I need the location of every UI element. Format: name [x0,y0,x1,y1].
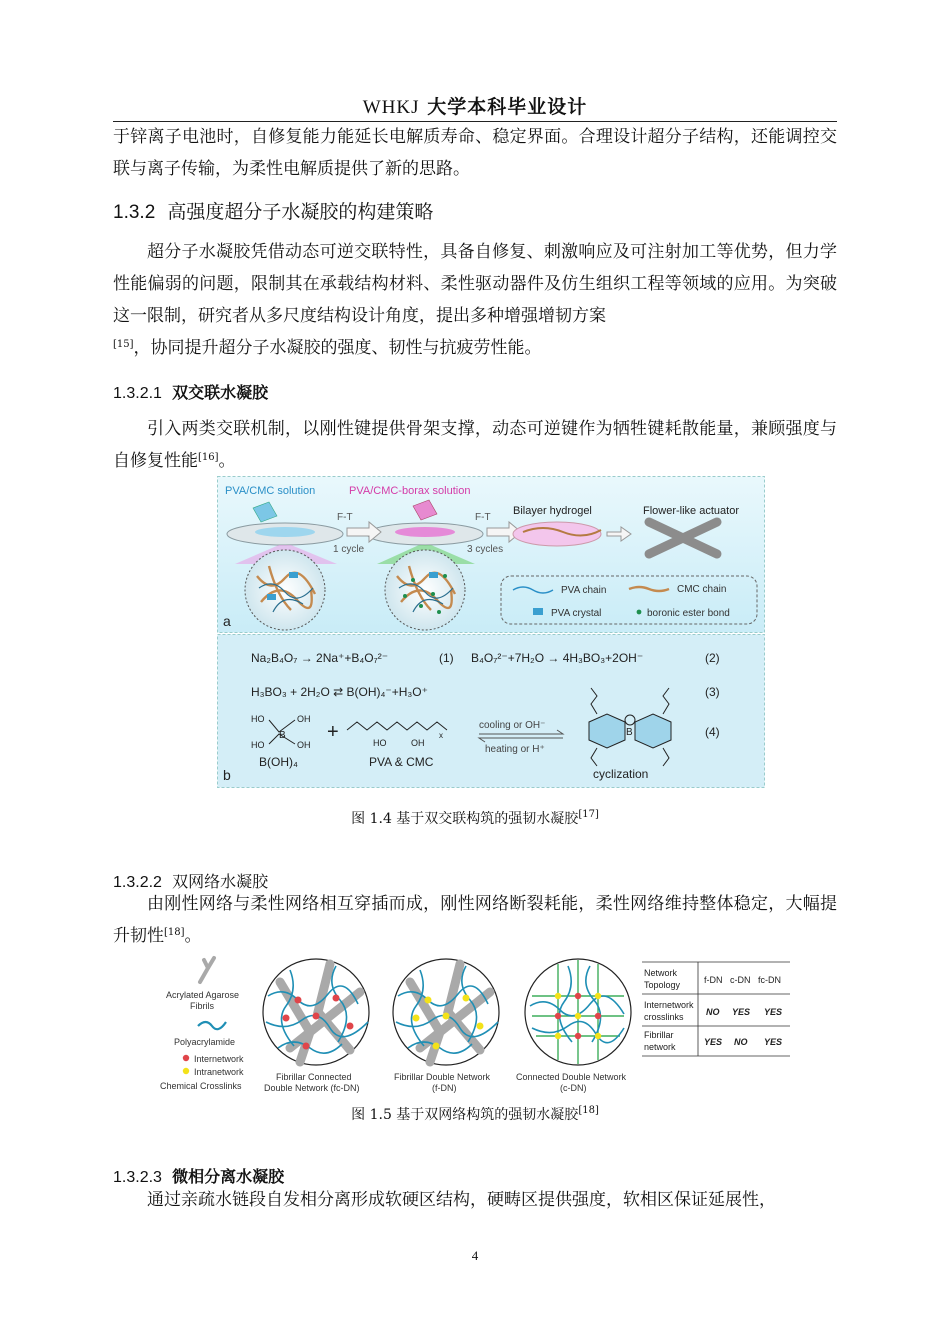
table-row-2-cdn: NO [734,1037,748,1047]
equation-4-number: (4) [705,725,720,739]
section-title: 微相分离水凝胶 [172,1167,285,1186]
pva-chain-label: PVA chain [561,585,607,596]
agarose-label-line-2: Fibrils [190,1001,214,1011]
ft-label-1: F-T [337,512,353,523]
panel-b-label: b [223,767,231,783]
ring-left [589,714,625,748]
table-row-2-label-2: network [644,1042,676,1052]
table-row-2-fdn: YES [704,1037,723,1047]
equation-2-number: (2) [705,651,720,665]
borate-boron: B [279,730,286,741]
network-f-dn-label-1: Fibrillar Double Network [394,1072,491,1082]
pva-crystal-1 [289,572,298,578]
section-number: 1.3.2 [113,202,156,223]
section-1-3-2-3-paragraph: 通过亲疏水链段自发相分离形成软硬区结构，硬畴区提供强度，软相区保证延展性， [147,1190,776,1210]
figure-1-4 [217,476,765,788]
intranetwork-dot-icon [183,1068,189,1074]
citation: [18] [164,927,185,938]
paragraph-tail: ，协同提升超分子水凝胶的强度、韧性与抗疲劳性能。 [133,338,542,358]
solution-1-label: PVA/CMC solution [225,485,316,497]
paragraph-tail: 。 [218,451,236,471]
internetwork-label: Internetwork [194,1054,244,1064]
network-fc-dn-label-1: Fibrillar Connected [276,1072,352,1082]
backward-condition: heating or H⁺ [485,744,545,755]
pva-crystal-3 [429,572,438,578]
cyclization-label: cyclization [593,767,649,781]
network-f-dn [393,959,499,1065]
header-prefix: WHKJ [362,97,420,118]
boh4-label: B(OH)₄ [259,755,298,769]
network-c-dn [525,959,631,1065]
table-row-1-fcdn: YES [764,1007,783,1017]
intranetwork-label: Intranetwork [194,1067,244,1077]
header-title: 大学本科毕业设计 [427,96,588,118]
section-title: 双网络水凝胶 [172,872,269,891]
section-1-3-2-paragraph [113,236,837,364]
ft-label-2: F-T [475,512,491,523]
section-1-3-2-1-paragraph [113,413,837,477]
equation-3: H₃BO₃ + 2H₂O ⇄ B(OH)₄⁻+H₃O⁺ [251,685,428,699]
equation-2: B₄O₇²⁻+7H₂O → 4H₃BO₃+2OH⁻ [471,651,644,665]
caption-citation: [17] [578,809,599,820]
paragraph-tail: 。 [184,926,202,946]
chain-oh: OH [411,738,425,748]
table-header-line-1: Network [644,968,678,978]
polyacrylamide-icon [198,1022,226,1029]
section-title: 双交联水凝胶 [172,383,269,402]
table-header-fcdn: fc-DN [758,975,781,985]
polyacrylamide-label: Polyacrylamide [174,1037,236,1047]
section-number: 1.3.2.1 [113,385,162,402]
section-number: 1.3.2.2 [113,874,162,891]
equation-1: Na₂B₄O₇ → 2Na⁺+B₄O₇²⁻ [251,651,389,665]
equation-1-number: (1) [439,651,454,665]
borate-oh-2: OH [297,740,311,750]
paragraph-text: 引入两类交联机制，以刚性键提供骨架支撑，动态可逆键作为牺牲键耗散能量，兼顾强度与自修复性能 [113,419,837,471]
section-heading-1-3-2-1 [113,380,268,403]
borate-ho-2: HO [251,740,265,750]
caption-citation: [18] [578,1105,599,1116]
ring-right [635,714,671,748]
network-fc-dn [263,959,369,1065]
intro-paragraph: 于锌离子电池时，自修复能力能延长电解质寿命、稳定界面。合理设计超分子结构，还能调控交联与离子传输，为柔性电解质提供了新的思路。 [113,127,837,179]
page-header [113,92,837,119]
network-c-dn-label-1: Connected Double Network [516,1072,627,1082]
solution-layer-1 [255,527,315,537]
table-row-1-fdn: NO [706,1007,720,1017]
page-number: 4 [471,1248,479,1263]
network-c-dn-label-2: (c-DN) [560,1083,587,1093]
equation-3-number: (3) [705,685,720,699]
ester-bond-swatch [637,610,642,615]
cycle-1-label: 1 cycle [333,544,365,555]
paragraph-text: 超分子水凝胶凭借动态可逆交联特性，具备自修复、刺激响应及可注射加工等优势，但力学性能偏弱的问题，限制其在承载结构材料、柔性驱动器件及仿生组织工程等领域的应用。为突破这一限制，研究者从多尺度结构设计角度，提出多种增强增韧方案 [113,242,837,326]
table-row-1-label-2: crosslinks [644,1012,684,1022]
bilayer-label: Bilayer hydrogel [513,505,592,517]
actuator-label: Flower-like actuator [643,505,739,517]
pva-cmc-label: PVA & CMC [369,755,434,769]
panel-a-label: a [223,613,231,629]
pva-crystal-label: PVA crystal [551,608,602,619]
citation: [15] [113,339,134,350]
plus-sign: + [327,721,339,743]
table-row-2-fcdn: YES [764,1037,783,1047]
cmc-chain-label: CMC chain [677,584,727,595]
cycles-3-label: 3 cycles [467,544,504,555]
figure-1-5-caption [113,1104,837,1124]
section-title: 高强度超分子水凝胶的构建策略 [167,201,434,223]
caption-text: 图 1.5 基于双网络构筑的强韧水凝胶 [351,1107,579,1123]
crosslinks-label: Chemical Crosslinks [160,1081,242,1091]
section-number: 1.3.2.3 [113,1169,162,1186]
agarose-fibril-icon [200,958,214,982]
internetwork-dot-icon [183,1055,189,1061]
solution-layer-2 [395,527,455,537]
citation: [16] [198,452,219,463]
paragraph-text: 由刚性网络与柔性网络相互穿插而成，刚性网络断裂耗能，柔性网络维持整体稳定，大幅提升韧性 [113,894,837,946]
table-header-cdn: c-DN [730,975,751,985]
topology-table [642,962,790,1056]
chain-x: x [439,731,443,740]
network-fc-dn-label-2: Double Network (fc-DN) [264,1083,360,1093]
table-header-line-2: Topology [644,980,681,990]
forward-condition: cooling or OH⁻ [479,720,546,731]
borate-ho-1: HO [251,714,265,724]
figure-1-4-caption [113,808,837,828]
section-1-3-2-2-paragraph [113,888,837,952]
pva-crystal-swatch [533,608,543,615]
cyclized-boron: B [626,727,633,738]
table-header-fdn: f-DN [704,975,723,985]
pva-crystal-2 [267,594,276,600]
chain-ho: HO [373,738,387,748]
section-heading-1-3-2 [113,197,433,224]
ester-bond-label: boronic ester bond [647,608,730,619]
caption-text: 图 1.4 基于双交联构筑的强韧水凝胶 [351,811,579,827]
solution-2-label: PVA/CMC-borax solution [349,485,471,497]
table-row-1-label-1: Internetwork [644,1000,694,1010]
agarose-label-line-1: Acrylated Agarose [166,990,240,1000]
borate-oh-1: OH [297,714,311,724]
network-f-dn-label-2: (f-DN) [432,1083,457,1093]
table-row-1-cdn: YES [732,1007,751,1017]
table-row-2-label-1: Fibrillar [644,1030,674,1040]
figure-1-5 [160,952,792,1098]
